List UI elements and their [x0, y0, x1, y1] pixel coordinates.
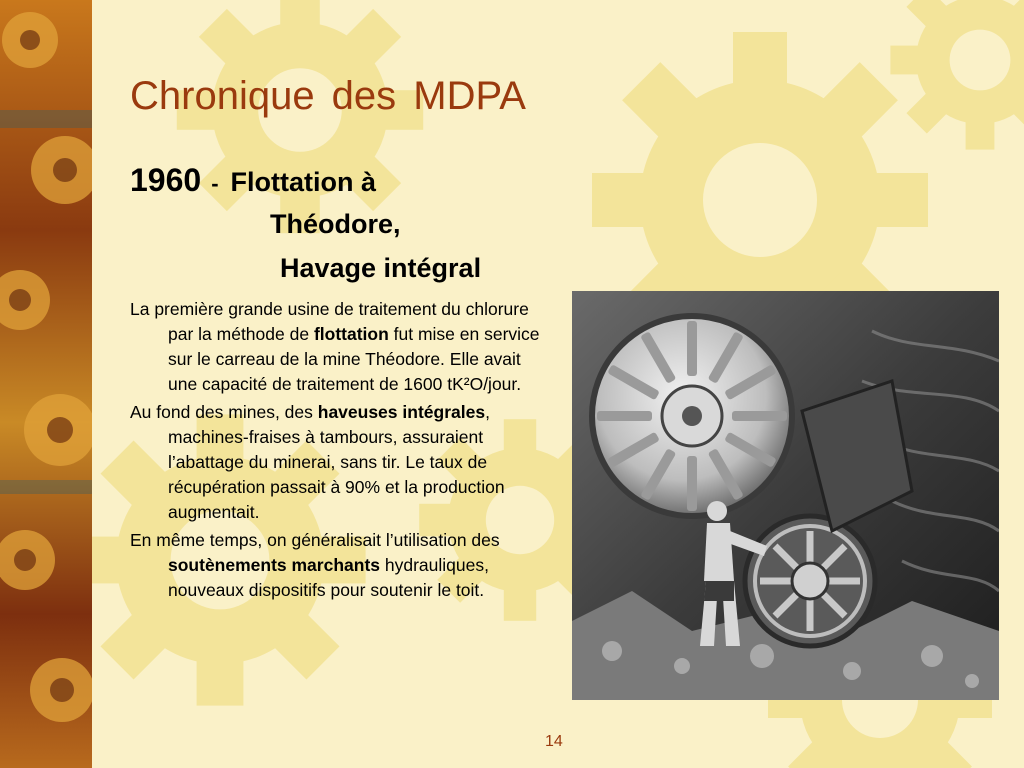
paragraph-text: fut mise en service sur le carreau de la mine Théodore. Elle avait une capacité de traitement de 1600 tK²O/jour.	[168, 324, 540, 394]
heading-line-1: Flottation à	[230, 167, 376, 197]
slide-title: Chronique des MDPA	[130, 74, 526, 118]
section-heading	[130, 158, 481, 290]
paragraph	[130, 297, 542, 397]
paragraph	[130, 400, 542, 525]
heading-line-2: Théodore,	[270, 209, 401, 239]
heading-line-3: Havage intégral	[280, 253, 482, 283]
paragraph-text: , machines-fraises à tambours, assuraient l’abattage du minerai, sans tir. Le taux de récupération passait à 90% et la production augmentait.	[168, 402, 505, 522]
paragraph-text: La première grande usine de traitement du chlorure par la méthode de	[130, 299, 529, 344]
heading-year: 1960	[130, 162, 202, 198]
paragraph-emphasis: soutènements marchants	[168, 555, 381, 575]
paragraph-emphasis: haveuses intégrales	[317, 402, 486, 422]
heading-dash: -	[211, 171, 219, 196]
left-decorative-strip	[0, 0, 92, 768]
body-text	[130, 297, 542, 606]
paragraph-text: En même temps, on généralisait l’utilisation des	[130, 530, 500, 550]
page-number: 14	[545, 733, 563, 750]
paragraph-text: hydrauliques, nouveaux dispositifs pour soutenir le toit.	[168, 555, 489, 600]
paragraph-text: Au fond des mines, des	[130, 402, 318, 422]
mining-machine-photo	[572, 291, 999, 700]
paragraph	[130, 528, 542, 603]
paragraph-emphasis: flottation	[313, 324, 389, 344]
